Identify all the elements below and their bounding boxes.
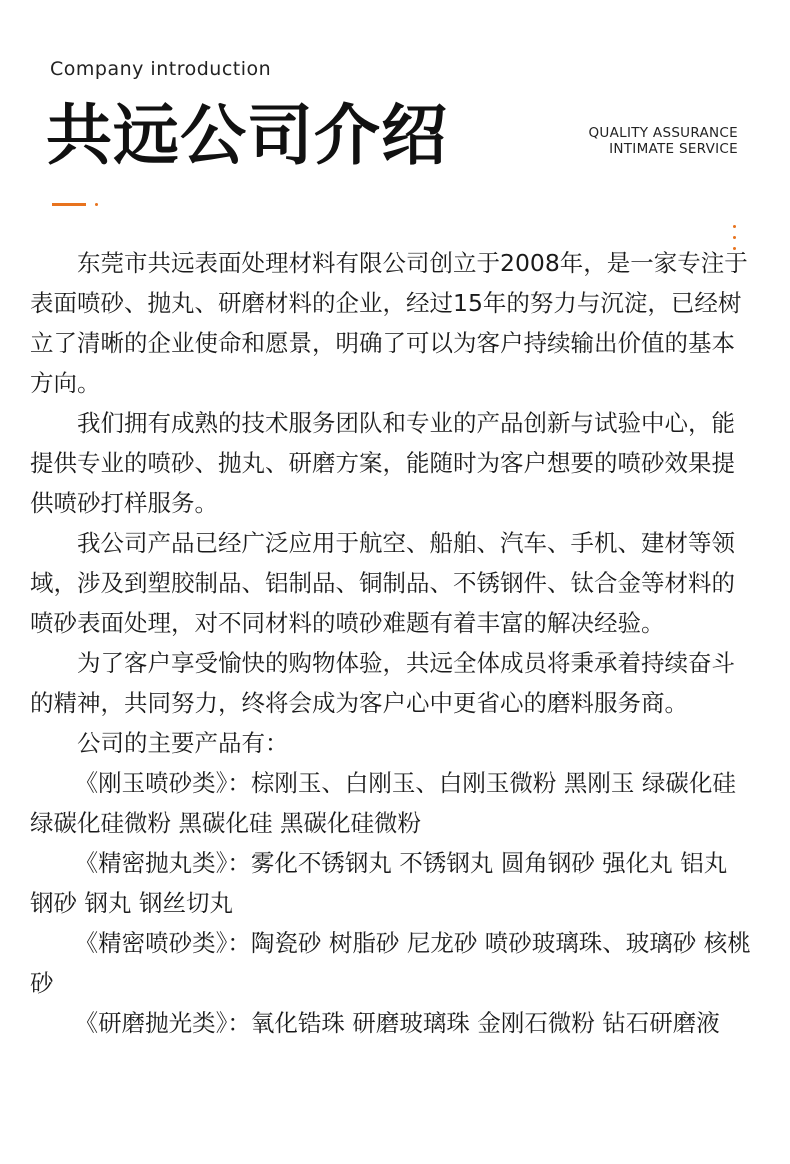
products-heading: 公司的主要产品有： [77, 729, 289, 757]
accent-dot [95, 203, 98, 206]
intro-content [30, 243, 758, 1043]
dot [733, 225, 736, 228]
intro-paragraph-2: 我们拥有成熟的技术服务团队和专业的产品创新与试验中心，能提供专业的喷砂、抛丸、研磨方案，能随时为客户想要的喷砂效果提供喷砂打样服务。 [30, 409, 735, 517]
product-category-corundum: 《刚玉喷砂类》：棕刚玉、白刚玉、白刚玉微粉 黑刚玉 绿碳化硅 绿碳化硅微粉 黑碳化硅 黑碳化硅微粉 [30, 769, 736, 837]
company-subtitle: Company introduction [50, 58, 272, 80]
product-category-blasting: 《精密喷砂类》：陶瓷砂 树脂砂 尼龙砂 喷砂玻璃珠、玻璃砂 核桃砂 [30, 929, 751, 997]
tagline-quality: QUALITY ASSURANCE [588, 125, 738, 141]
page-title: 共远公司介绍 [46, 97, 448, 174]
tagline-service: INTIMATE SERVICE [609, 141, 738, 157]
accent-bar [52, 203, 86, 206]
product-category-shot: 《精密抛丸类》：雾化不锈钢丸 不锈钢丸 圆角钢砂 强化丸 铝丸 钢砂 钢丸 钢丝切丸 [30, 849, 728, 917]
intro-paragraph-1: 东莞市共远表面处理材料有限公司创立于2008年，是一家专注于表面喷砂、抛丸、研磨材料的企业，经过15年的努力与沉淀，已经树立了清晰的企业使命和愿景，明确了可以为客户持续输出价值的基本方向。 [30, 249, 748, 397]
intro-paragraph-3: 我公司产品已经广泛应用于航空、船舶、汽车、手机、建材等领域，涉及到塑胶制品、铝制品、铜制品、不锈钢件、钛合金等材料的喷砂表面处理，对不同材料的喷砂难题有着丰富的解决经验。 [30, 529, 735, 637]
intro-paragraph-4: 为了客户享受愉快的购物体验，共远全体成员将秉承着持续奋斗的精神，共同努力，终将会成为客户心中更省心的磨料服务商。 [30, 649, 735, 717]
tagline [588, 125, 738, 157]
product-category-polishing: 《研磨抛光类》：氧化锆珠 研磨玻璃珠 金刚石微粉 钻石研磨液 [74, 1009, 720, 1037]
dot [733, 236, 736, 239]
